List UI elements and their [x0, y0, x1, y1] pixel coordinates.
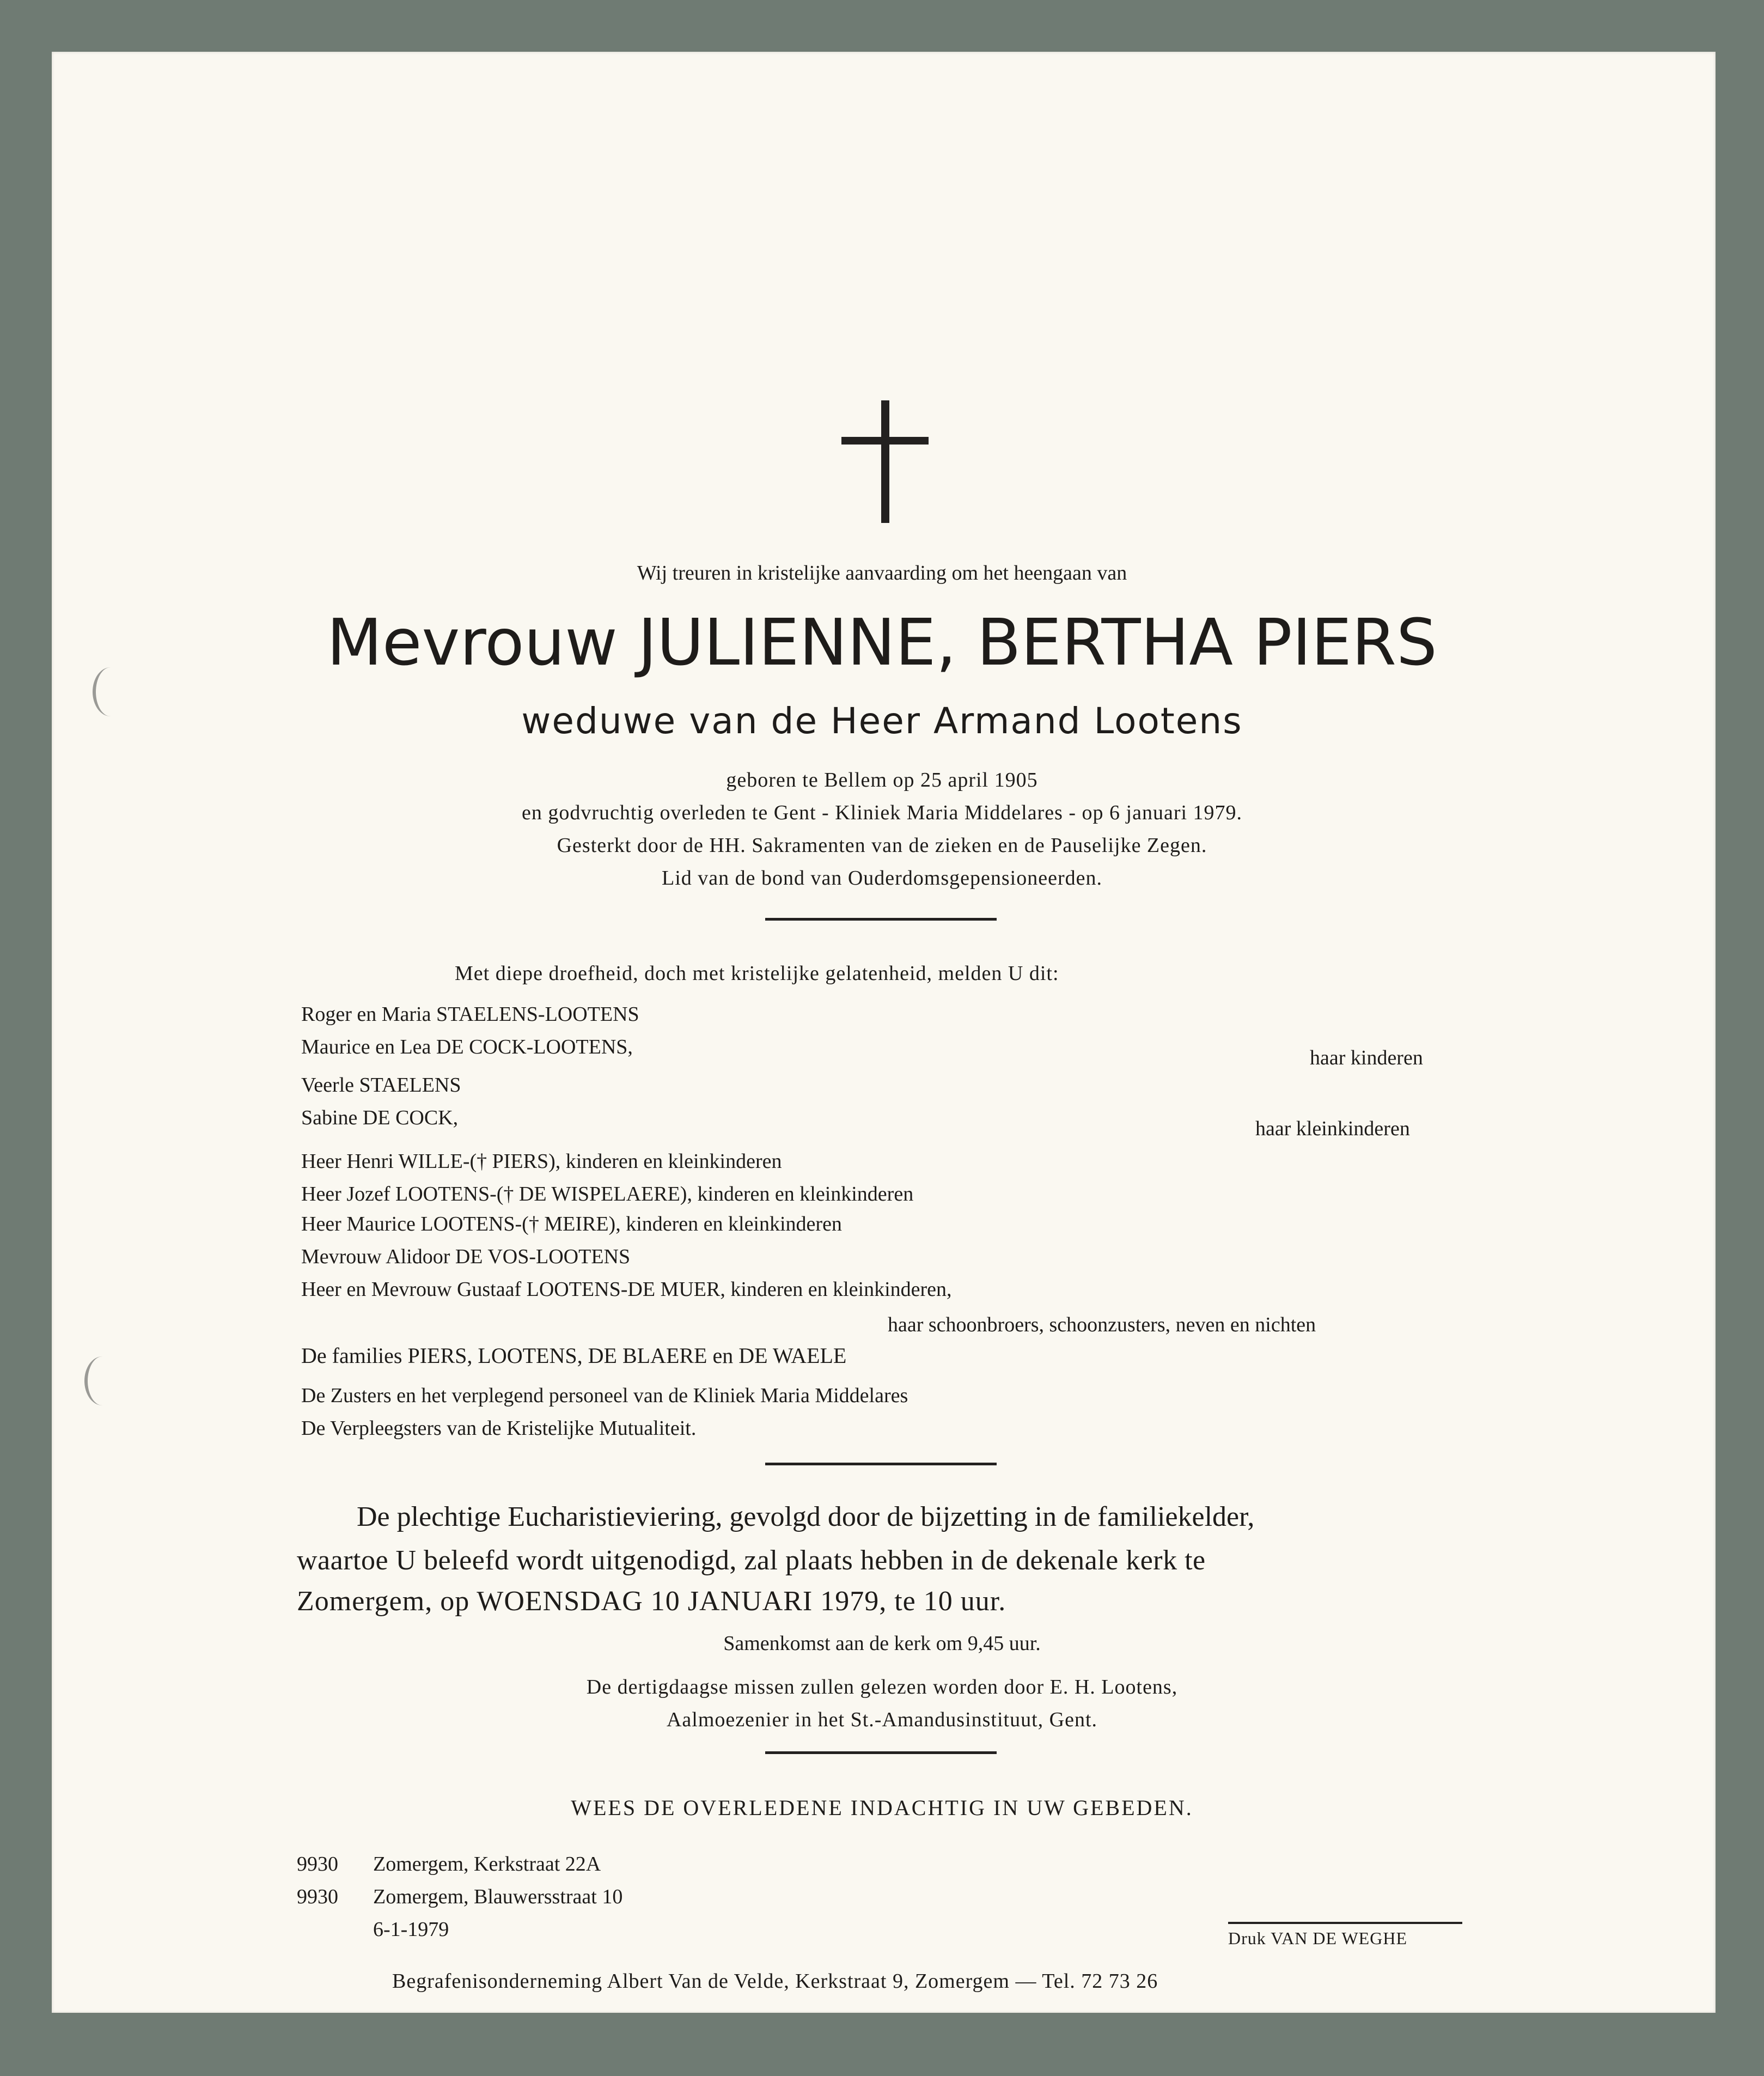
- birth-line: geboren te Bellem op 25 april 1905: [726, 769, 1038, 792]
- family-line: Veerle STAELENS: [301, 1074, 461, 1097]
- service-line-3: Zomergem, op WOENSDAG 10 JANUARI 1979, te 10 uur.: [297, 1586, 1006, 1617]
- family-line: De Verpleegsters van de Kristelijke Mutualiteit.: [301, 1417, 697, 1440]
- family-line: Roger en Maria STAELENS-LOOTENS: [301, 1003, 639, 1026]
- service-line-2: waartoe U beleefd wordt uitgenodigd, zal plaats hebben in de dekenale kerk te: [297, 1545, 1206, 1576]
- family-line: Heer Henri WILLE-(† PIERS), kinderen en kleinkinderen: [301, 1150, 782, 1173]
- family-line: Sabine DE COCK,: [301, 1106, 459, 1129]
- family-line: De families PIERS, LOOTENS, DE BLAERE en DE WAELE: [301, 1343, 847, 1368]
- widow-line: weduwe van de Heer Armand Lootens: [521, 700, 1243, 742]
- relation-grandchildren: haar kleinkinderen: [1255, 1117, 1410, 1140]
- family-line: Mevrouw Alidoor DE VOS-LOOTENS: [301, 1245, 631, 1268]
- family-line: Heer Jozef LOOTENS-(† DE WISPELAERE), kinderen en kleinkinderen: [301, 1183, 914, 1206]
- divider-1: [765, 918, 997, 921]
- family-line: Maurice en Lea DE COCK-LOOTENS,: [301, 1036, 633, 1058]
- address-text: Zomergem, Kerkstraat 22A: [373, 1853, 601, 1876]
- announce-line: Met diepe droefheid, doch met kristelijke gelatenheid, melden U dit:: [455, 962, 1059, 985]
- printer-rule: [1228, 1922, 1462, 1924]
- family-line: De Zusters en het verplegend personeel van de Kliniek Maria Middelares: [301, 1384, 908, 1407]
- membership-line: Lid van de bond van Ouderdomsgepensioneerden.: [661, 867, 1102, 890]
- sacraments-line: Gesterkt door de HH. Sakramenten van de zieken en de Pauselijke Zegen.: [557, 834, 1207, 857]
- printer-credit: Druk VAN DE WEGHE: [1228, 1928, 1407, 1948]
- divider-3: [765, 1751, 997, 1754]
- relation-inlaws: haar schoonbroers, schoonzusters, neven en nichten: [888, 1313, 1316, 1336]
- family-line: Heer en Mevrouw Gustaaf LOOTENS-DE MUER, kinderen en kleinkinderen,: [301, 1278, 952, 1301]
- masses-line-2: Aalmoezenier in het St.-Amandusinstituut, Gent.: [666, 1708, 1098, 1731]
- family-line: Heer Maurice LOOTENS-(† MEIRE), kinderen en kleinkinderen: [301, 1213, 842, 1235]
- death-line: en godvruchtig overleden te Gent - Kliniek Maria Middelares - op 6 januari 1979.: [521, 801, 1243, 824]
- gathering-line: Samenkomst aan de kerk om 9,45 uur.: [723, 1632, 1041, 1655]
- relation-children: haar kinderen: [1310, 1046, 1423, 1069]
- cross-icon: [841, 400, 929, 523]
- announcement-date: 6-1-1979: [373, 1918, 449, 1941]
- deceased-name: Mevrouw JULIENNE, BERTHA PIERS: [327, 605, 1437, 680]
- undertaker-line: Begrafenisonderneming Albert Van de Velde, Kerkstraat 9, Zomergem — Tel. 72 73 26: [392, 1970, 1158, 1993]
- address-code: 9930: [297, 1885, 338, 1908]
- divider-2: [765, 1463, 997, 1465]
- address-text: Zomergem, Blauwersstraat 10: [373, 1885, 623, 1908]
- address-code: 9930: [297, 1853, 338, 1876]
- prayer-request: WEES DE OVERLEDENE INDACHTIG IN UW GEBEDEN.: [571, 1795, 1193, 1820]
- masses-line-1: De dertigdaagse missen zullen gelezen worden door E. H. Lootens,: [586, 1676, 1178, 1698]
- punch-hole-bottom: [84, 1356, 120, 1405]
- service-line-1: De plechtige Eucharistieviering, gevolgd door de bijzetting in de familiekelder,: [357, 1501, 1255, 1532]
- intro-text: Wij treuren in kristelijke aanvaarding om het heengaan van: [637, 562, 1127, 585]
